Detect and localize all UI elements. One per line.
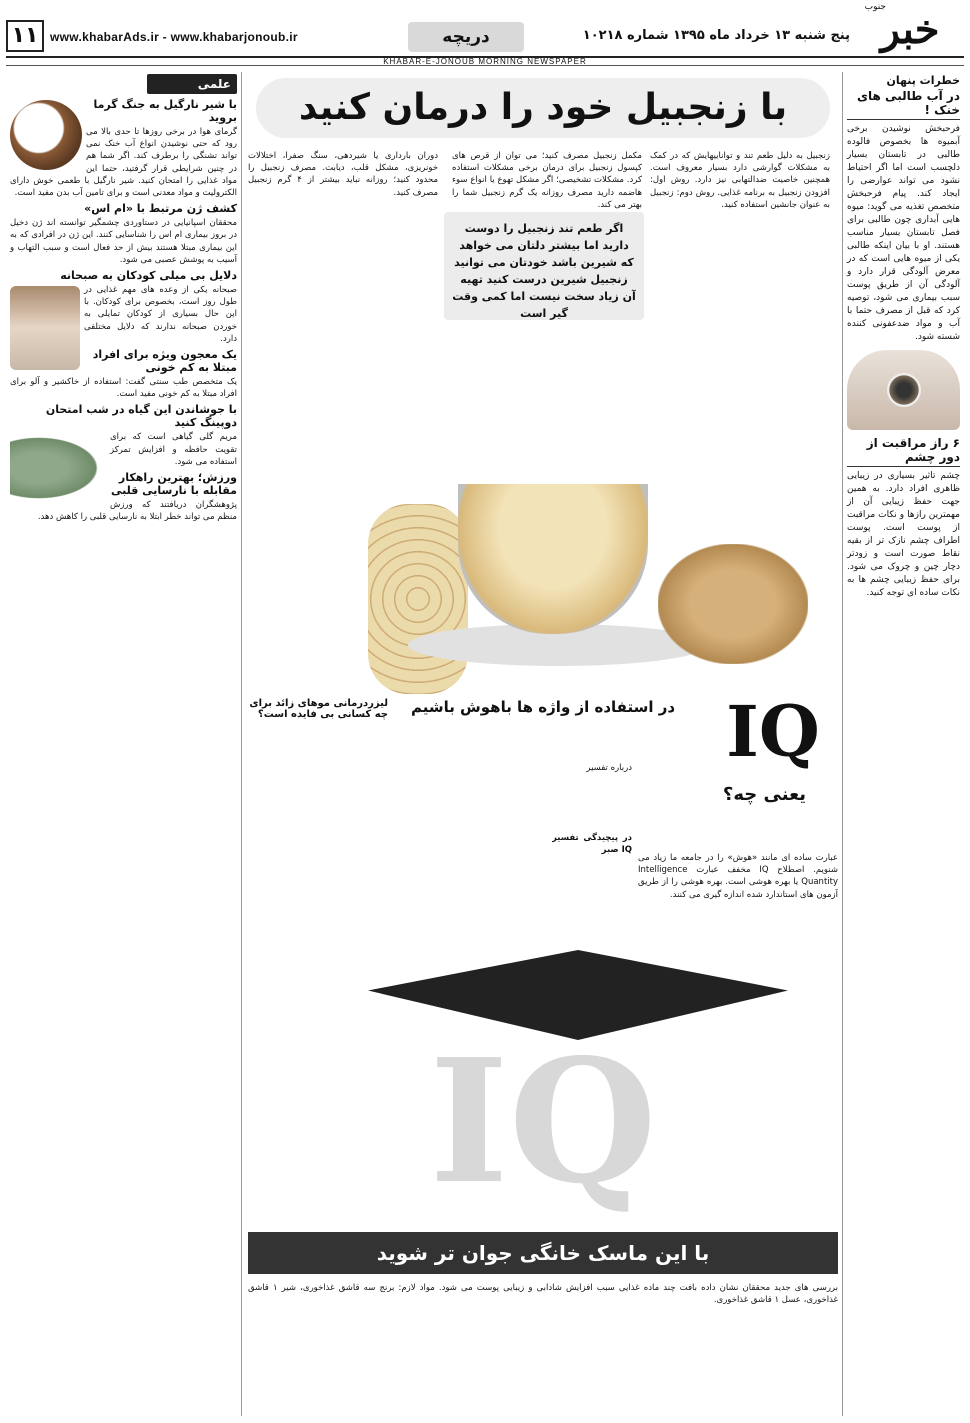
ginger-root — [658, 544, 808, 664]
ginger-slices — [368, 504, 468, 694]
science-tag-label: علمی — [197, 77, 231, 91]
left-headline-6: ورزش؛ بهترین راهکار مقابله با نارسایی قلبی — [110, 471, 237, 498]
science-tag — [147, 74, 237, 94]
ginger-body-a: زنجبیل به دلیل طعم تند و تواناییهایش که در کمک به مشکلات گوارشی دارد بسیار معروف است. همچنین خاصیت ضدالتهابی نیز دارد. روش اول: افزودن زنجبیل به برنامه غذایی. روش دوم: زنجبیل به عنوان جانشین استفاده کنید. — [650, 151, 830, 210]
issue-info: پنج شنبه ۱۳ خرداد ماه ۱۳۹۵ شماره ۱۰۲۱۸ — [582, 28, 850, 43]
left-body-4: یک متخصص طب سنتی گفت: استفاده از خاکشیر و آلو برای افراد مبتلا به کم خونی مفید است. — [10, 377, 237, 400]
side-hair-box — [248, 698, 388, 720]
left-headline-3: دلایل بی میلی کودکان به صبحانه — [60, 269, 237, 283]
page-header — [0, 0, 970, 66]
girl-breakfast-image — [10, 286, 80, 370]
left-headline-5: با جوشاندن این گیاه در شب امتحان دوپینگ کنید — [45, 403, 237, 430]
mask-headline: با این ماسک خانگی جوان تر شوید — [248, 1232, 838, 1274]
newspaper-logo: خبر — [880, 6, 940, 53]
left-headline-1: با شیر نارگیل به جنگ گرما بروید — [93, 98, 237, 124]
ginger-body-b: مکمل زنجبیل مصرف کنید؛ می توان از قرص های کپسول زنجبیل برای درمان برخی مشکلات استفاده کرد. مشکلات تشخیصی؛ اگر مشکل تهوع یا انواع سوء هاضمه دارید مصرف روزانه یک گرم زنجبیل شما را بهتر می کند. — [452, 151, 642, 210]
page-number: ۱۱ — [6, 20, 44, 52]
iq-prefix-tag: درباره تفسیر — [586, 763, 632, 773]
mask-body: بررسی های جدید محققان نشان داده بافت چند ماده غذایی سبب افزایش شادابی و زیبایی پوست می شود. مواد لازم: برنج سه قاشق غذاخوری، شیر ۱ قاشق غذاخوری، عسل ۱ قاشق غذاخوری. — [248, 1283, 838, 1306]
ginger-callout: اگر طعم تند زنجبیل را دوست دارید اما بیشتر دلتان می خواهد که شیرین باشد خودتان می توانید زنجبیل شیرین درست کنید تهیه آن زیاد سخت نیست اما کمی وقت گیر است — [444, 212, 644, 320]
right-body: فرحبخش نوشیدن برخی آبمیوه ها بخصوص فالوده طالبی در تابستان بسیار دلچسب است اما اگر احتیاط نشود می تواند عوارضی را ایجاد کند. پیام فرحبخش متخصص تغذیه می گوید: میوه هایی آبداری چون طالبی برای فصل تابستان بسیار مناسب هستند. او با بیان اینکه طالبی یکی از میوه هایی است که در معرض آلودگی قرار دارد و آلودگی آن از طریق پوست سبب بیماری می شود، توصیه کرد که قبل از مصرف حتما با آب و مواد ضدعفونی کننده شسته شود. — [847, 124, 960, 342]
big-iq-graphic: IQ — [429, 1022, 657, 1222]
eye-image — [847, 350, 960, 430]
iq-body: عبارت ساده ای مانند «هوش» را در جامعه ما زیاد می شنویم. اصطلاح IQ مخفف عبارت Intelligence Quantity یا بهره هوشی است. بهره هوشی را از طریق آزمون های استاندارد شده اندازه گیری می کنند. — [638, 853, 838, 900]
left-headline-4: یک معجون ویژه برای افراد مبتلا به کم خونی — [92, 348, 237, 375]
side-hair-title: لیزردرمانی موهای زائد برای چه کسانی بی فایده است؟ — [249, 698, 388, 720]
right-column — [842, 72, 964, 1416]
sage-image — [10, 433, 106, 503]
left-headline-2: کشف ژن مرتبط با «ام اس» — [84, 202, 237, 216]
right-title: در آب طالبی های خنک ! — [847, 89, 960, 120]
center-content — [248, 72, 838, 1416]
right-title-2: ۶ راز مراقبت از دور چشم — [847, 436, 960, 467]
tea-cup — [458, 484, 648, 634]
ginger-headline: با زنجبیل خود را درمان کنید — [256, 78, 830, 138]
right-body-2: چشم تاثیر بسیاری در زیبایی ظاهری افراد دارد. به همین جهت حفظ زیبایی آن از مهمترین رازها و نکات مراقبت از پوست است. پوست اطراف چشم نازک تر از بقیه نقاط صورت است و زودتر دچار چین و چروک می شود. برای حفظ زیبایی چشم ها به نکات ساده ای توجه کنید. — [847, 471, 960, 598]
iq-prefix-title: در پیچیدگی تفسیر IQ صبر — [552, 833, 632, 856]
right-kicker: خطرات پنهان — [886, 74, 960, 87]
eye-icon — [887, 373, 921, 407]
iq-subtitle: یعنی چه؟ — [722, 784, 806, 805]
section-tab: دریچه — [408, 22, 524, 52]
left-column — [6, 72, 242, 1416]
coconut-image — [10, 100, 82, 170]
logo-sub: جنوب — [864, 2, 886, 12]
left-body-3: صبحانه یکی از وعده های مهم غذایی در طول روز است، بخصوص برای کودکان. با این حال بسیاری از کودکان تمایلی به خوردن صبحانه ندارند که دلایل مختلفی دارد. — [84, 285, 237, 344]
iq-letters: IQ — [726, 690, 820, 773]
iq-headline: در استفاده از واژه ها باهوش باشیم — [410, 698, 676, 716]
paper-strip: KHABAR-E-JONOUB MORNING NEWSPAPER — [6, 56, 964, 66]
left-body-2: محققان اسپانیایی در دستاوردی چشمگیر توانسته اند ژن دخیل در بروز بیماری ام اس را شناسایی کنند. این ژن در افرادی که به این بیماری مبتلا هستند بیش از حد فعال است و سبب التهاب و آسیب به پوشش عصبی می شود. — [10, 218, 237, 265]
ginger-body-c: دوران بارداری یا شیردهی، سنگ صفرا، اختلالات خونریزی، مشکل قلب، دیابت. مصرف زنجبیل را محدود کنید؛ روزانه نباید بیشتر از ۴ گرم زنجبیل مصرف کنید. — [248, 151, 438, 198]
site-url[interactable]: www.khabarAds.ir - www.khabarjonoub.ir — [50, 30, 298, 44]
left-body-1: گرمای هوا در برخی روزها تا حدی بالا می رود که حتی نوشیدن انواع آب خنک نمی تواند تشنگی را برطرف کند. اگر شما هم در چنین شرایطی قرار گرفتید، حتما این مواد غذایی را امتحان کنید. شیر نارگیل با طعمی خوش دارای الکترولیت و مواد معدنی است و برای تامین آب بدن مفید است. — [10, 127, 237, 199]
left-body-5: مریم گلی گیاهی است که برای تقویت حافظه و افزایش تمرکز استفاده می شود. — [110, 432, 237, 467]
left-body-6: پژوهشگران دریافتند که ورزش منظم می تواند خطر ابتلا به نارسایی قلبی را کاهش دهد. — [37, 500, 237, 523]
